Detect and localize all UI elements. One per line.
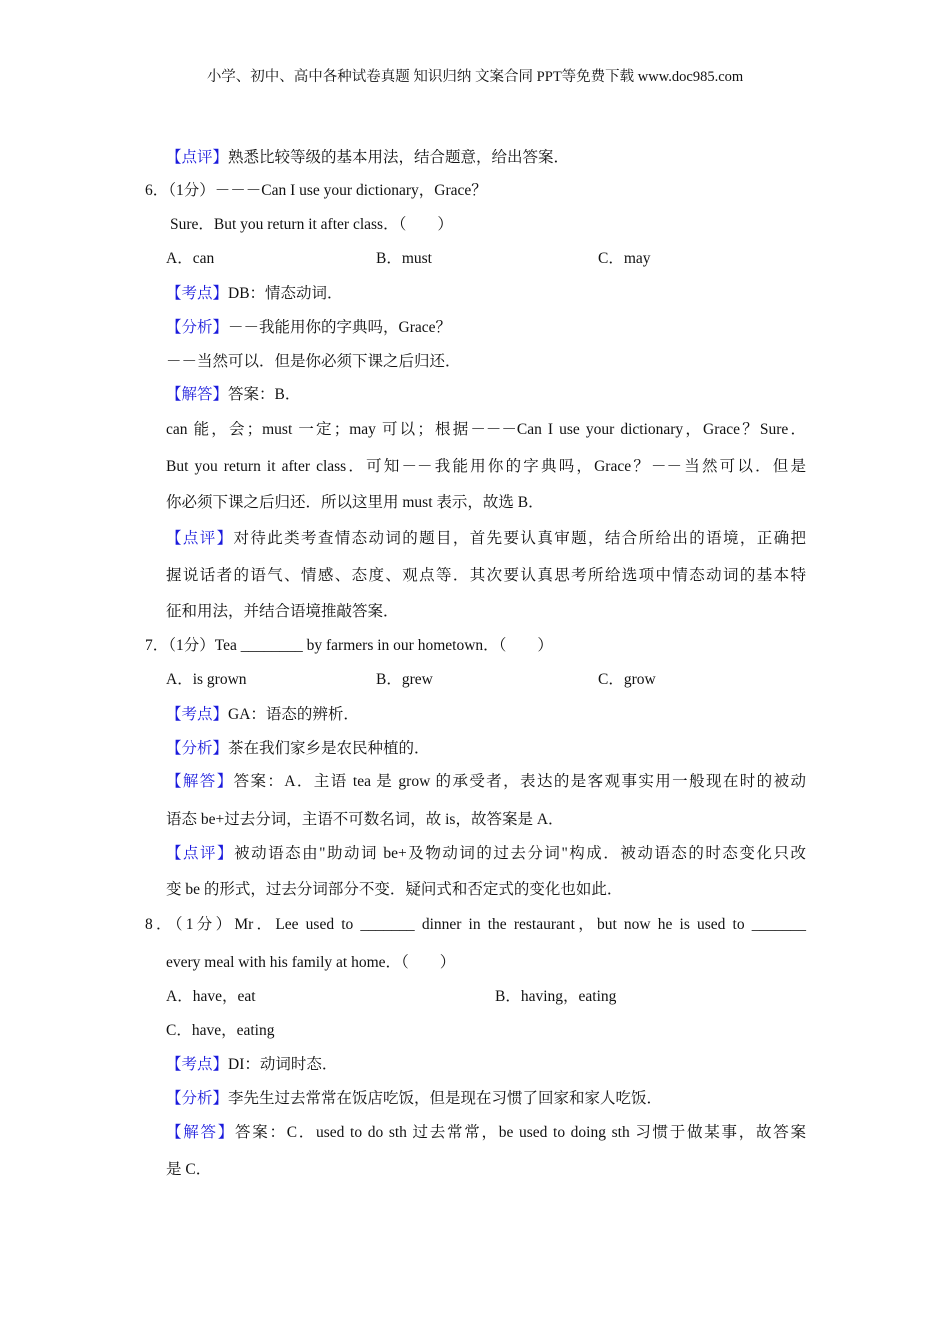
option-a: A．can <box>166 250 215 267</box>
fenxi-text: 茶在我们家乡是农民种植的． <box>228 740 430 757</box>
tag-fenxi: 【分析】 <box>166 740 229 757</box>
tag-dianping: 【点评】 <box>166 845 235 862</box>
jieda-line <box>166 772 806 792</box>
tag-jieda: 【解答】 <box>166 773 234 790</box>
tag-jieda: 【解答】 <box>166 1124 235 1141</box>
jieda-text: 答案：B． <box>228 386 301 403</box>
tag-jieda: 【解答】 <box>166 386 229 403</box>
dianping-text: 被动语态由"助动词 be+及物动词的过去分词"构成．被动语态的时态变化只改 <box>234 845 806 862</box>
option-b: B．grew <box>376 671 433 688</box>
tag-kaodian: 【考点】 <box>166 1056 229 1073</box>
kaodian-line <box>166 705 359 725</box>
jieda-line <box>166 385 300 405</box>
question-6-stem-2: Sure．But you return it after class．（ ） <box>170 216 453 233</box>
jieda-line-2: 是 C． <box>166 1161 212 1178</box>
explain-line: But you return it after class．可知－－我能用你的字典吗，Grace？－－当然可以．但是 <box>166 458 806 475</box>
fenxi-line <box>166 1089 662 1109</box>
fenxi-line <box>166 739 430 759</box>
fenxi-line-2: －－当然可以．但是你必须下课之后归还． <box>166 353 461 370</box>
comment-text: 熟悉比较等级的基本用法，结合题意，给出答案． <box>228 149 570 166</box>
kaodian-text: DI：动词时态． <box>228 1056 338 1073</box>
page-header: 小学、初中、高中各种试卷真题 知识归纳 文案合同 PPT等免费下载 www.doc985.com <box>206 69 744 85</box>
dianping-line: 变 be 的形式，过去分词部分不变．疑问式和否定式的变化也如此． <box>166 881 623 898</box>
tag-dianping: 【点评】 <box>166 149 229 166</box>
explain-line: 你必须下课之后归还．所以这里用 must 表示，故选 B． <box>166 494 544 511</box>
kaodian-line <box>166 1055 337 1075</box>
option-a: A．is grown <box>166 671 247 688</box>
question-8-stem: 8．（1分）Mr．Lee used to _______ dinner in the restaurant，but now he is used to _______ <box>145 916 806 933</box>
tag-kaodian: 【考点】 <box>166 285 229 302</box>
tag-fenxi: 【分析】 <box>166 319 229 336</box>
option-b: B．must <box>376 250 432 267</box>
jieda-line <box>166 1123 806 1143</box>
comment-line <box>166 148 569 168</box>
jieda-line-2: 语态 be+过去分词，主语不可数名词，故 is，故答案是 A． <box>166 811 564 828</box>
kaodian-text: DB：情态动词． <box>228 285 343 302</box>
question-8-stem-2: every meal with his family at home．（ ） <box>166 954 456 971</box>
tag-fenxi: 【分析】 <box>166 1090 229 1107</box>
dianping-line: 握说话者的语气、情感、态度、观点等．其次要认真思考所给选项中情态动词的基本特 <box>166 567 806 584</box>
option-c: C．may <box>598 250 651 267</box>
dianping-line: 征和用法，并结合语境推敲答案． <box>166 603 399 620</box>
fenxi-text: －－我能用你的字典吗，Grace？ <box>228 319 452 336</box>
tag-dianping: 【点评】 <box>166 530 234 547</box>
dianping-line <box>166 529 806 549</box>
option-a: A．have，eat <box>166 988 256 1005</box>
fenxi-text: 李先生过去常常在饭店吃饭，但是现在习惯了回家和家人吃饭． <box>228 1090 663 1107</box>
option-c: C．have，eating <box>166 1022 275 1039</box>
kaodian-line <box>166 284 343 304</box>
explain-line: can 能，会；must 一定；may 可以；根据－－－Can I use your dictionary，Grace？Sure． <box>166 421 806 438</box>
option-c: C．grow <box>598 671 656 688</box>
jieda-text: 答案：A．主语 tea 是 grow 的承受者，表达的是客观事实用一般现在时的被动 <box>233 773 806 790</box>
dianping-text: 对待此类考查情态动词的题目，首先要认真审题，结合所给出的语境，正确把 <box>233 530 806 547</box>
jieda-text: 答案：C．used to do sth 过去常常，be used to doing sth 习惯于做某事，故答案 <box>234 1124 806 1141</box>
tag-kaodian: 【考点】 <box>166 706 229 723</box>
question-7-stem: 7．（1分）Tea ________ by farmers in our hometown．（ ） <box>145 637 553 654</box>
fenxi-line <box>166 318 451 338</box>
question-6-stem: 6．（1分）－－－Can I use your dictionary，Grace？ <box>145 182 487 199</box>
dianping-line <box>166 844 806 864</box>
option-b: B．having，eating <box>495 988 617 1005</box>
kaodian-text: GA：语态的辨析． <box>228 706 359 723</box>
